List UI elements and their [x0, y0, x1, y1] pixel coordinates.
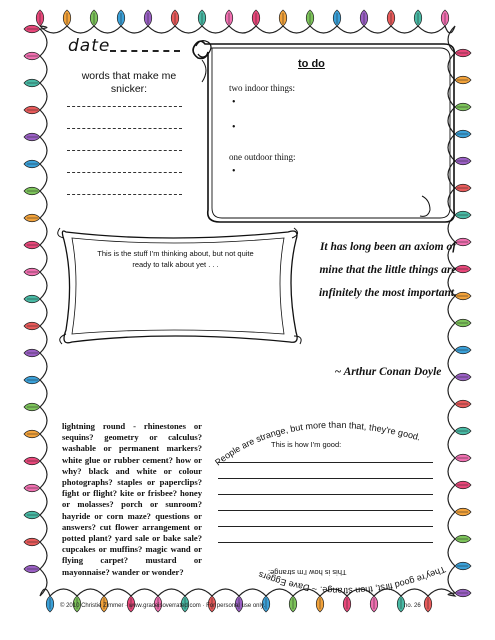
good-line[interactable] [218, 478, 433, 479]
curved-quote-bottom: They're good first, then strange. ~ Dave Eggers [256, 564, 448, 596]
good-label: This is how I'm good: [271, 440, 342, 449]
good-line[interactable] [218, 494, 433, 495]
date-label: date [68, 36, 111, 56]
curved-quote-top: People are strange, but more than that, they're good. [213, 419, 422, 468]
strange-line[interactable] [218, 510, 433, 511]
todo-outdoor-label: one outdoor thing: [229, 152, 296, 162]
words-title: words that make me snicker: [81, 70, 177, 95]
todo-bullet: • [232, 97, 236, 108]
todo-title: to do [298, 58, 325, 70]
strange-line[interactable] [218, 526, 433, 527]
todo-indoor-label: two indoor things: [229, 83, 296, 93]
quote-text: It has long been an axiom of mine that the little things are infinitely the most important. [318, 241, 458, 299]
quote-author: ~ Arthur Conan Doyle [334, 366, 442, 378]
strange-line[interactable] [218, 542, 433, 543]
footer-copyright: © 2010 Christie Zimmer · www.graceisoverrated.com · For personal use only. [60, 603, 266, 609]
good-line[interactable] [218, 462, 433, 463]
todo-bullet: • [232, 122, 236, 133]
todo-bullet: • [232, 166, 236, 177]
lightning-round-text: lightning round - rhinestones or sequins? geometry or calculus? washable or permanent markers? white glue or rubber cement? how or why? black and white or colour photographs? staples or paperclips? fight or flight? kite or frisbee? honey or molasses? porch or sunroom? hayride or corn maze? questions or answers? cut flower arrangement or potted plant? yard sale or bake sale? cupcakes or muffins? magic wand or flying carpet? mustard or mayonnaise? wander or wonder? [62, 421, 202, 577]
thinking-prompt: This is the stuff I'm thinking about, but not quite ready to talk about yet . . . [97, 249, 254, 269]
footer-page-number: no. 26 [404, 603, 421, 609]
strange-label: This is how I'm strange: [268, 568, 347, 577]
